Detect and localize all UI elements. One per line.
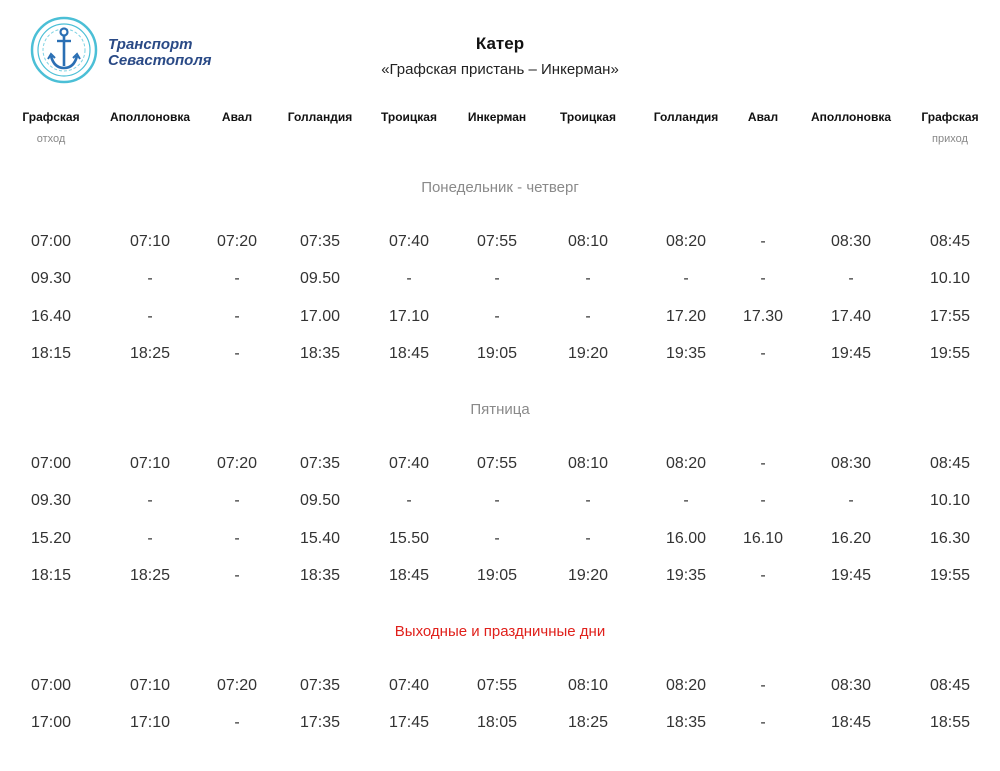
section-title: Пятница — [470, 401, 530, 418]
schedule-cell: 07:00 — [30, 455, 72, 472]
schedule-cell: 17.30 — [742, 307, 784, 325]
schedule-cell: 08:20 — [665, 677, 707, 694]
schedule-cell: 10.10 — [929, 270, 971, 288]
schedule-cell: 16.40 — [30, 307, 72, 325]
schedule-cell: - — [494, 529, 500, 547]
schedule-cell: 17.40 — [830, 307, 872, 325]
schedule-cell: - — [848, 270, 854, 288]
schedule-cell: 07:35 — [299, 677, 341, 694]
schedule-cell: - — [494, 492, 500, 510]
schedule-cell: - — [234, 566, 240, 584]
schedule-cell: 07:10 — [129, 677, 171, 694]
schedule-cell: 19:45 — [830, 566, 872, 584]
schedule-cell: 19:05 — [476, 344, 518, 362]
schedule-cell: 08:30 — [830, 677, 872, 694]
schedule-cell: 15.40 — [299, 529, 341, 547]
column-header: Авал — [221, 110, 253, 124]
schedule-cell: - — [147, 492, 153, 510]
schedule-cell: 09.50 — [299, 270, 341, 288]
schedule-cell: 18:05 — [476, 714, 518, 732]
schedule-cell: 18:35 — [665, 714, 707, 732]
logo-line-2: Севастополя — [108, 52, 212, 69]
logo-line-1: Транспорт — [108, 36, 193, 53]
schedule-cell: 07:10 — [129, 233, 171, 250]
schedule-cell: 18:15 — [30, 344, 72, 362]
schedule-cell: - — [234, 307, 240, 325]
schedule-cell: - — [494, 270, 500, 288]
schedule-cell: 15.50 — [388, 529, 430, 547]
schedule-cell: 16.20 — [830, 529, 872, 547]
schedule-cell: - — [760, 344, 766, 362]
schedule-cell: 09.30 — [30, 492, 72, 510]
schedule-cell: 08:30 — [830, 233, 872, 250]
schedule-cell: 07:10 — [129, 455, 171, 472]
route-subtitle: «Графская пристань – Инкерман» — [381, 61, 619, 78]
schedule-cell: 15.20 — [30, 529, 72, 547]
schedule-cell: - — [848, 492, 854, 510]
schedule-cell: 18:55 — [929, 714, 971, 732]
schedule-cell: - — [234, 270, 240, 288]
schedule-cell: 18:25 — [129, 566, 171, 584]
column-header: Троицкая — [560, 110, 616, 124]
schedule-cell: - — [406, 270, 412, 288]
schedule-cell: 16.30 — [929, 529, 971, 547]
schedule-cell: - — [683, 270, 689, 288]
schedule-cell: 19:35 — [665, 344, 707, 362]
schedule-cell: - — [147, 307, 153, 325]
column-header: Аполлоновка — [110, 110, 190, 124]
schedule-cell: 07:20 — [216, 455, 258, 472]
schedule-cell: - — [234, 529, 240, 547]
schedule-cell: 19:45 — [830, 344, 872, 362]
schedule-cell: 07:40 — [388, 233, 430, 250]
schedule-cell: 18:45 — [388, 566, 430, 584]
schedule-cell: 07:55 — [476, 233, 518, 250]
page-title: Катер — [475, 34, 525, 53]
schedule-cell: 17:35 — [299, 714, 341, 732]
column-header: Голландия — [653, 110, 719, 124]
schedule-cell: 08:10 — [567, 677, 609, 694]
schedule-cell: 19:20 — [567, 344, 609, 362]
schedule-cell: 18:25 — [129, 344, 171, 362]
schedule-cell: - — [683, 492, 689, 510]
schedule-cell: 19:55 — [929, 344, 971, 362]
schedule-cell: - — [760, 714, 766, 732]
schedule-cell: - — [760, 455, 766, 472]
schedule-cell: 19:35 — [665, 566, 707, 584]
schedule-cell: 16.10 — [742, 529, 784, 547]
schedule-cell: 17:45 — [388, 714, 430, 732]
schedule-cell: 17:10 — [129, 714, 171, 732]
schedule-cell: 19:55 — [929, 566, 971, 584]
schedule-cell: 07:20 — [216, 233, 258, 250]
schedule-cell: - — [406, 492, 412, 510]
column-header: Инкерман — [467, 110, 527, 124]
schedule-cell: - — [585, 270, 591, 288]
schedule-cell: 07:20 — [216, 677, 258, 694]
schedule-cell: 08:10 — [567, 233, 609, 250]
schedule-cell: 19:20 — [567, 566, 609, 584]
column-header: Троицкая — [381, 110, 437, 124]
schedule-cell: - — [147, 529, 153, 547]
schedule-cell: 17:00 — [30, 714, 72, 732]
schedule-cell: 07:55 — [476, 455, 518, 472]
schedule-cell: - — [760, 270, 766, 288]
column-subheader: отход — [36, 133, 66, 145]
schedule-cell: 08:30 — [830, 455, 872, 472]
schedule-cell: - — [760, 677, 766, 694]
section-title: Выходные и праздничные дни — [394, 623, 606, 640]
column-header: Авал — [747, 110, 779, 124]
schedule-cell: 17.20 — [665, 307, 707, 325]
schedule-cell: 18:45 — [388, 344, 430, 362]
schedule-cell: 08:10 — [567, 455, 609, 472]
schedule-cell: 08:45 — [929, 677, 971, 694]
schedule-cell: 19:05 — [476, 566, 518, 584]
schedule-cell: 08:20 — [665, 233, 707, 250]
schedule-cell: - — [760, 233, 766, 250]
schedule-cell: - — [234, 344, 240, 362]
schedule-cell: 08:45 — [929, 233, 971, 250]
schedule-cell: 08:45 — [929, 455, 971, 472]
schedule-cell: 07:00 — [30, 677, 72, 694]
schedule-cell: 07:35 — [299, 233, 341, 250]
schedule-cell: 18:45 — [830, 714, 872, 732]
schedule-cell: 07:40 — [388, 455, 430, 472]
schedule-cell: - — [147, 270, 153, 288]
schedule-cell: 07:35 — [299, 455, 341, 472]
column-subheader: приход — [932, 133, 968, 145]
schedule-cell: - — [760, 492, 766, 510]
schedule-cell: 18:25 — [567, 714, 609, 732]
schedule-cell: 17.00 — [299, 307, 341, 325]
schedule-cell: - — [234, 714, 240, 732]
schedule-cell: 07:55 — [476, 677, 518, 694]
schedule-cell: - — [585, 529, 591, 547]
schedule-cell: 10.10 — [929, 492, 971, 510]
column-header: Аполлоновка — [811, 110, 891, 124]
schedule-cell: 17:55 — [929, 307, 971, 325]
schedule-cell: 18:15 — [30, 566, 72, 584]
column-header: Голландия — [287, 110, 353, 124]
schedule-cell: 08:20 — [665, 455, 707, 472]
column-header: Графская — [22, 110, 80, 124]
schedule-cell: - — [234, 492, 240, 510]
schedule-cell: 18:35 — [299, 344, 341, 362]
schedule-cell: - — [585, 307, 591, 325]
schedule-cell: 09.30 — [30, 270, 72, 288]
column-header: Графская — [921, 110, 979, 124]
schedule-cell: 09.50 — [299, 492, 341, 510]
schedule-cell: 18:35 — [299, 566, 341, 584]
schedule-cell: 07:40 — [388, 677, 430, 694]
schedule-cell: - — [760, 566, 766, 584]
schedule-cell: 17.10 — [388, 307, 430, 325]
schedule-cell: - — [585, 492, 591, 510]
schedule-cell: - — [494, 307, 500, 325]
schedule-cell: 16.00 — [665, 529, 707, 547]
schedule-cell: 07:00 — [30, 233, 72, 250]
section-title: Понедельник - четверг — [421, 179, 579, 196]
